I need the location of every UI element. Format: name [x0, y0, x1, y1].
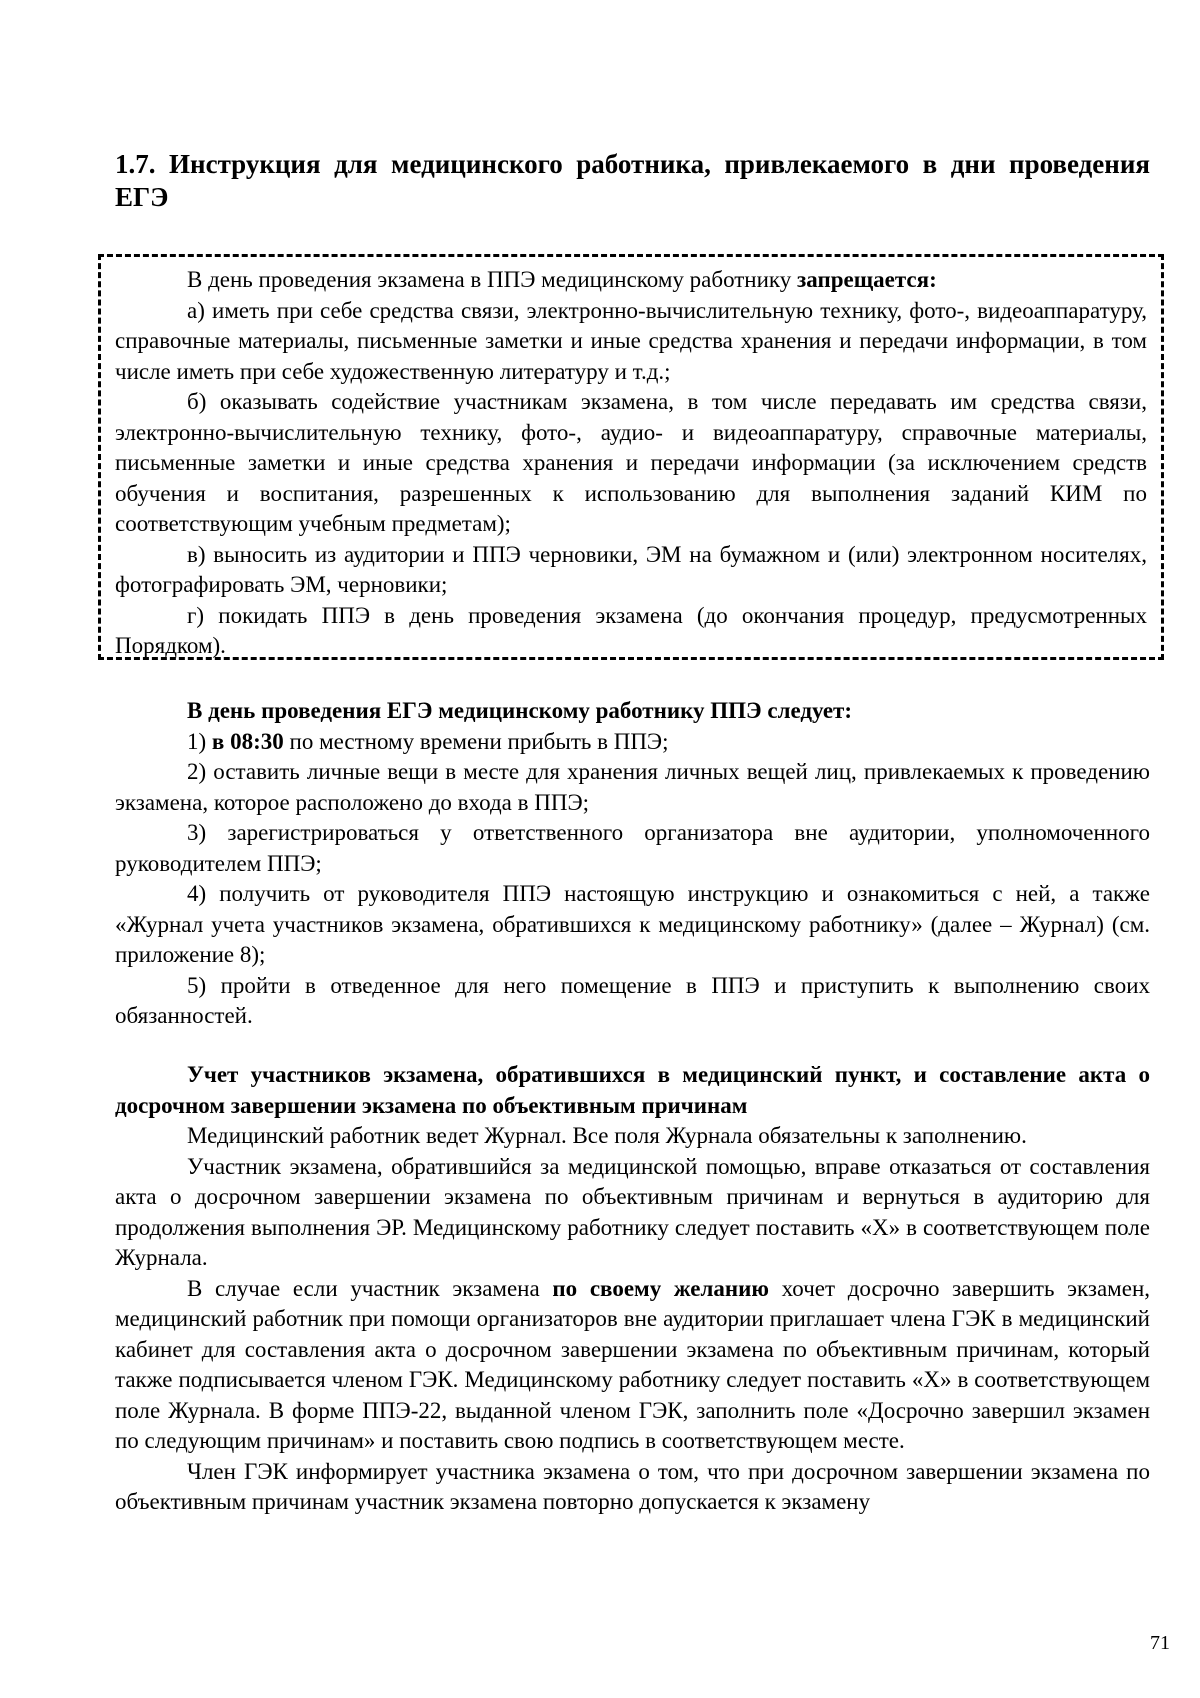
duty-item-4: 4) получить от руководителя ППЭ настоящую инструкцию и ознакомиться с ней, а также «Журнал учета участников экзамена, обратившихся к медицинскому работнику» (далее – Журнал) (см. приложение 8); [115, 881, 1150, 967]
accounting-paragraph-3-bold: по своему желанию [552, 1275, 769, 1301]
duty-item-1-time: в 08:30 [211, 728, 284, 754]
duty-item-1-rest: по местному времени прибыть в ППЭ; [283, 728, 669, 754]
prohibitions-intro-bold: запрещается: [797, 267, 937, 292]
duty-item-1-prefix: 1) [187, 728, 212, 754]
page-number: 71 [1150, 1632, 1170, 1654]
duty-item-5: 5) пройти в отведенное для него помещение в ППЭ и приступить к выполнению своих обязанностей. [115, 972, 1150, 1028]
accounting-paragraph-1: Медицинский работник ведет Журнал. Все поля Журнала обязательны к заполнению. [187, 1123, 1027, 1148]
prohibitions-intro [115, 265, 1147, 296]
prohibitions-intro-text: В день проведения экзамена в ППЭ медицинскому работнику [187, 267, 798, 292]
duties-title: В день проведения ЕГЭ медицинскому работнику ППЭ следует: [187, 698, 853, 723]
prohibitions-box [98, 254, 1164, 660]
accounting-section [115, 1060, 1150, 1518]
prohibition-item-b: б) оказывать содействие участникам экзамена, в том числе передавать им средства связи, электронно-вычислительную технику, фото-, аудио- и видеоаппаратуру, справочные материалы, письменные заметки и иные средства хранения и передачи информации (за исключением средств обучения и воспитания, разрешенных к использованию для выполнения заданий КИМ по соответствующим учебным предметам); [115, 389, 1147, 536]
accounting-paragraph-3 [115, 1274, 1150, 1457]
accounting-paragraph-4: Член ГЭК информирует участника экзамена о том, что при досрочном завершении экзамена по объективным причинам участник экзамена повторно допускается к экзамену [115, 1458, 1150, 1514]
duties-section [115, 696, 1150, 1032]
prohibition-item-v: в) выносить из аудитории и ППЭ черновики, ЭМ на бумажном и (или) электронном носителях, фотографировать ЭМ, черновики; [115, 541, 1147, 597]
duty-item-3: 3) зарегистрироваться у ответственного организатора вне аудитории, уполномоченного руководителем ППЭ; [115, 820, 1150, 876]
section-heading: 1.7. Инструкция для медицинского работника, привлекаемого в дни проведения ЕГЭ [115, 149, 1150, 212]
accounting-paragraph-3-end: хочет досрочно завершить экзамен, медицинский работник при помощи организаторов вне аудитории приглашает члена ГЭК в медицинский кабинет для составления акта о досрочном завершении экзамена по объективным причинам, который также подписывается членом ГЭК. Медицинскому работнику следует поставить «Х» в соответствующем поле Журнала. В форме ППЭ-22, выданной членом ГЭК, заполнить поле «Досрочно завершил экзамен по следующим причинам» и поставить свою подпись в соответствующем месте. [115, 1275, 1151, 1453]
prohibition-item-g: г) покидать ППЭ в день проведения экзамена (до окончания процедур, предусмотренных Порядком). [115, 602, 1147, 658]
accounting-paragraph-2: Участник экзамена, обратившийся за медицинской помощью, вправе отказаться от составления акта о досрочном завершении экзамена по объективным причинам и вернуться в аудиторию для продолжения выполнения ЭР. Медицинскому работнику следует поставить «Х» в соответствующем поле Журнала. [115, 1153, 1150, 1270]
prohibition-item-a: а) иметь при себе средства связи, электронно-вычислительную технику, фото-, видеоаппаратуру, справочные материалы, письменные заметки и иные средства хранения и передачи информации, в том числе иметь при себе художественную литературу и т.д.; [115, 297, 1147, 384]
accounting-paragraph-3-start: В случае если участник экзамена [187, 1275, 553, 1301]
duty-item-2: 2) оставить личные вещи в месте для хранения личных вещей лиц, привлекаемых к проведению экзамена, которое расположено до входа в ППЭ; [115, 759, 1150, 815]
accounting-title: Учет участников экзамена, обратившихся в медицинский пункт, и составление акта о досрочном завершении экзамена по объективным причинам [115, 1062, 1150, 1118]
duty-item-1 [115, 727, 1150, 758]
